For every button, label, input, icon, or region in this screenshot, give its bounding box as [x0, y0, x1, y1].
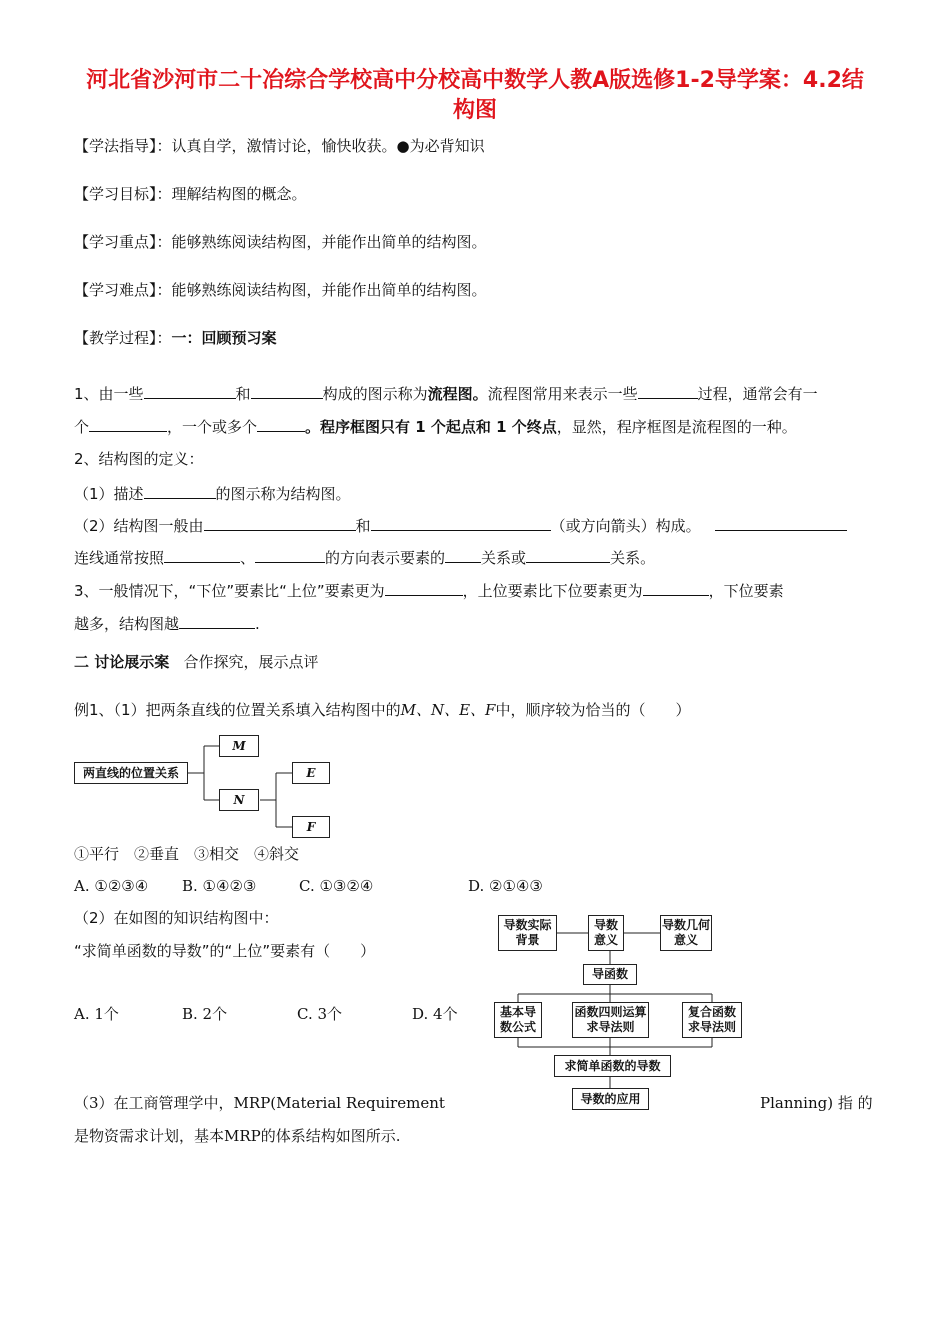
q2-line-2: （2）结构图一般由 和 （或方向箭头）构成。 — [74, 514, 847, 536]
q2-line-1: （1）描述 的图示称为结构图。 — [74, 482, 351, 504]
diagram-box-f: F — [292, 816, 330, 838]
example3-line-1-end: Planning) 指 的 — [760, 1094, 873, 1112]
node-arithmetic-rules: 函数四则运算求导法则 — [572, 1002, 649, 1038]
q2-line-3: 连线通常按照 、 的方向表示要素的 关系或 关系。 — [74, 546, 655, 568]
node-derivative-geometry: 导数几何意义 — [660, 915, 712, 951]
node-derivative-meaning: 导数意义 — [588, 915, 624, 951]
q3-line-1: 3、一般情况下，“下位”要素比“上位”要素更为 ，上位要素比下位要素更为 ，下位要素 — [74, 579, 784, 601]
example3-line-1: （3）在工商管理学中，MRP(Material Requirement — [74, 1094, 445, 1112]
example2-question-2: “求简单函数的导数”的“上位”要素有（ ） — [74, 942, 376, 960]
node-derivative-application: 导数的应用 — [572, 1088, 649, 1110]
example2-question: （2）在如图的知识结构图中： — [74, 909, 279, 927]
node-derivative-background: 导数实际背景 — [498, 915, 557, 951]
node-composite-rules: 复合函数求导法则 — [682, 1002, 742, 1038]
title-line-2: 构图 — [452, 98, 497, 123]
study-difficulty: 【学习难点】：能够熟练阅读结构图，并能作出简单的结构图。 — [74, 281, 487, 299]
example1-question: 例1、（1）把两条直线的位置关系填入结构图中的M、N、E、F中，顺序较为恰当的（ ） — [74, 701, 691, 719]
example3-line-2: 是物资需求计划，基本MRP的体系结构如图所示. — [74, 1127, 401, 1145]
node-derived-function: 导函数 — [583, 964, 637, 985]
study-goal: 【学习目标】：理解结构图的概念。 — [74, 185, 307, 203]
diagram-box-e: E — [292, 762, 330, 784]
node-basic-formulas: 基本导数公式 — [494, 1002, 542, 1038]
document-title — [60, 66, 890, 126]
q1-line-1: 1、由一些 和 构成的图示称为流程图。流程图常用来表示一些 过程，通常会有一 — [74, 382, 818, 404]
study-guide: 【学法指导】：认真自学，激情讨论，愉快收获。●为必背知识 — [74, 137, 485, 155]
example1-legend: ①平行 ②垂直 ③相交 ④斜交 — [74, 845, 300, 863]
part2-heading: 二 讨论展示案 合作探究，展示点评 — [74, 653, 319, 671]
teaching-process: 【教学过程】：一：回顾预习案 — [74, 329, 277, 347]
diagram-box-n: N — [219, 789, 259, 811]
q3-line-2: 越多，结构图越 . — [74, 612, 260, 634]
title-line-1: 河北省沙河市二十冶综合学校高中分校高中数学人教A版选修1-2导学案：4.2结 — [86, 68, 864, 93]
diagram-box-m: M — [219, 735, 259, 757]
q1-line-2: 个 ，一个或多个 。程序框图只有 1 个起点和 1 个终点，显然，程序框图是流程图的一种。 — [74, 415, 797, 437]
q2-head: 2、结构图的定义： — [74, 450, 204, 468]
node-simple-derivative: 求简单函数的导数 — [554, 1055, 671, 1077]
study-key-point: 【学习重点】：能够熟练阅读结构图，并能作出简单的结构图。 — [74, 233, 487, 251]
diagram-root-box: 两直线的位置关系 — [74, 762, 188, 784]
